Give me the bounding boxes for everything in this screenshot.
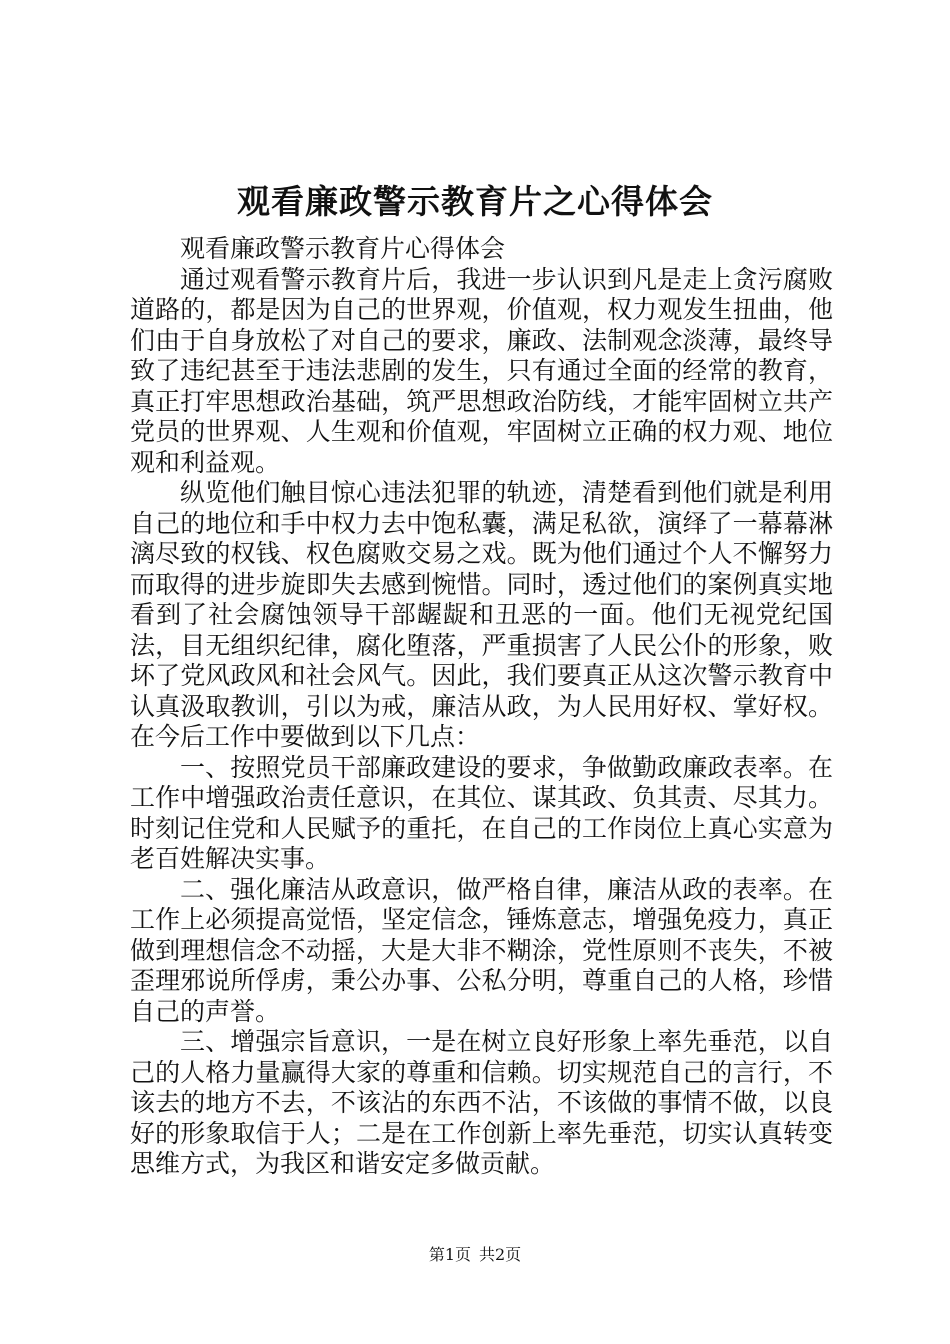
- paragraph-point-one: 一、按照党员干部廉政建设的要求，争做勤政廉政表率。在工作中增强政治责任意识，在其位、谋其政、负其责、尽其力。时刻记住党和人民赋予的重托，在自己的工作岗位上真心实意为老百姓解决实事。: [130, 752, 833, 873]
- page-footer: [0, 1245, 950, 1264]
- document-title: 观看廉政警示教育片之心得体会: [237, 182, 713, 221]
- page-number-current: 第1页: [428, 1245, 471, 1264]
- document-subtitle: 观看廉政警示教育片心得体会: [180, 234, 506, 263]
- paragraph-point-three: 三、增强宗旨意识，一是在树立良好形象上率先垂范，以自己的人格力量赢得大家的尊重和信赖。切实规范自己的言行，不该去的地方不去，不该沾的东西不沾，不该做的事情不做，以良好的形象取信于人；二是在工作创新上率先垂范，切实认真转变思维方式，为我区和谐安定多做贡献。: [130, 1027, 833, 1178]
- paragraph-point-two: 二、强化廉洁从政意识，做严格自律，廉洁从政的表率。在工作上必须提高觉悟，坚定信念，锤炼意志，增强免疫力，真正做到理想信念不动摇，大是大非不糊涂，党性原则不丧失，不被歪理邪说所俘虏，秉公办事、公私分明，尊重自己的人格，珍惜自己的声誉。: [130, 874, 833, 1026]
- page-number-total: 共2页: [479, 1245, 522, 1264]
- paragraph-analysis: 纵览他们触目惊心违法犯罪的轨迹，清楚看到他们就是利用自己的地位和手中权力去中饱私囊，满足私欲，演绎了一幕幕淋漓尽致的权钱、权色腐败交易之戏。既为他们通过个人不懈努力而取得的进步旋即失去感到惋惜。同时，透过他们的案例真实地看到了社会腐蚀领导干部龌龊和丑恶的一面。他们无视党纪国法，目无组织纪律，腐化堕落，严重损害了人民公仆的形象，败坏了党风政风和社会风气。因此，我们要真正从这次警示教育中认真汲取教训，引以为戒，廉洁从政，为人民用好权、掌好权。在今后工作中要做到以下几点：: [130, 478, 833, 751]
- document-body: [130, 234, 833, 1180]
- paragraph-intro: 通过观看警示教育片后，我进一步认识到凡是走上贪污腐败道路的，都是因为自己的世界观，价值观，权力观发生扭曲，他们由于自身放松了对自己的要求，廉政、法制观念淡薄，最终导致了违纪甚至于违法悲剧的发生，只有通过全面的经常的教育，真正打牢思想政治基础，筑严思想政治防线，才能牢固树立共产党员的世界观、人生观和价值观，牢固树立正确的权力观、地位观和利益观。: [130, 264, 833, 477]
